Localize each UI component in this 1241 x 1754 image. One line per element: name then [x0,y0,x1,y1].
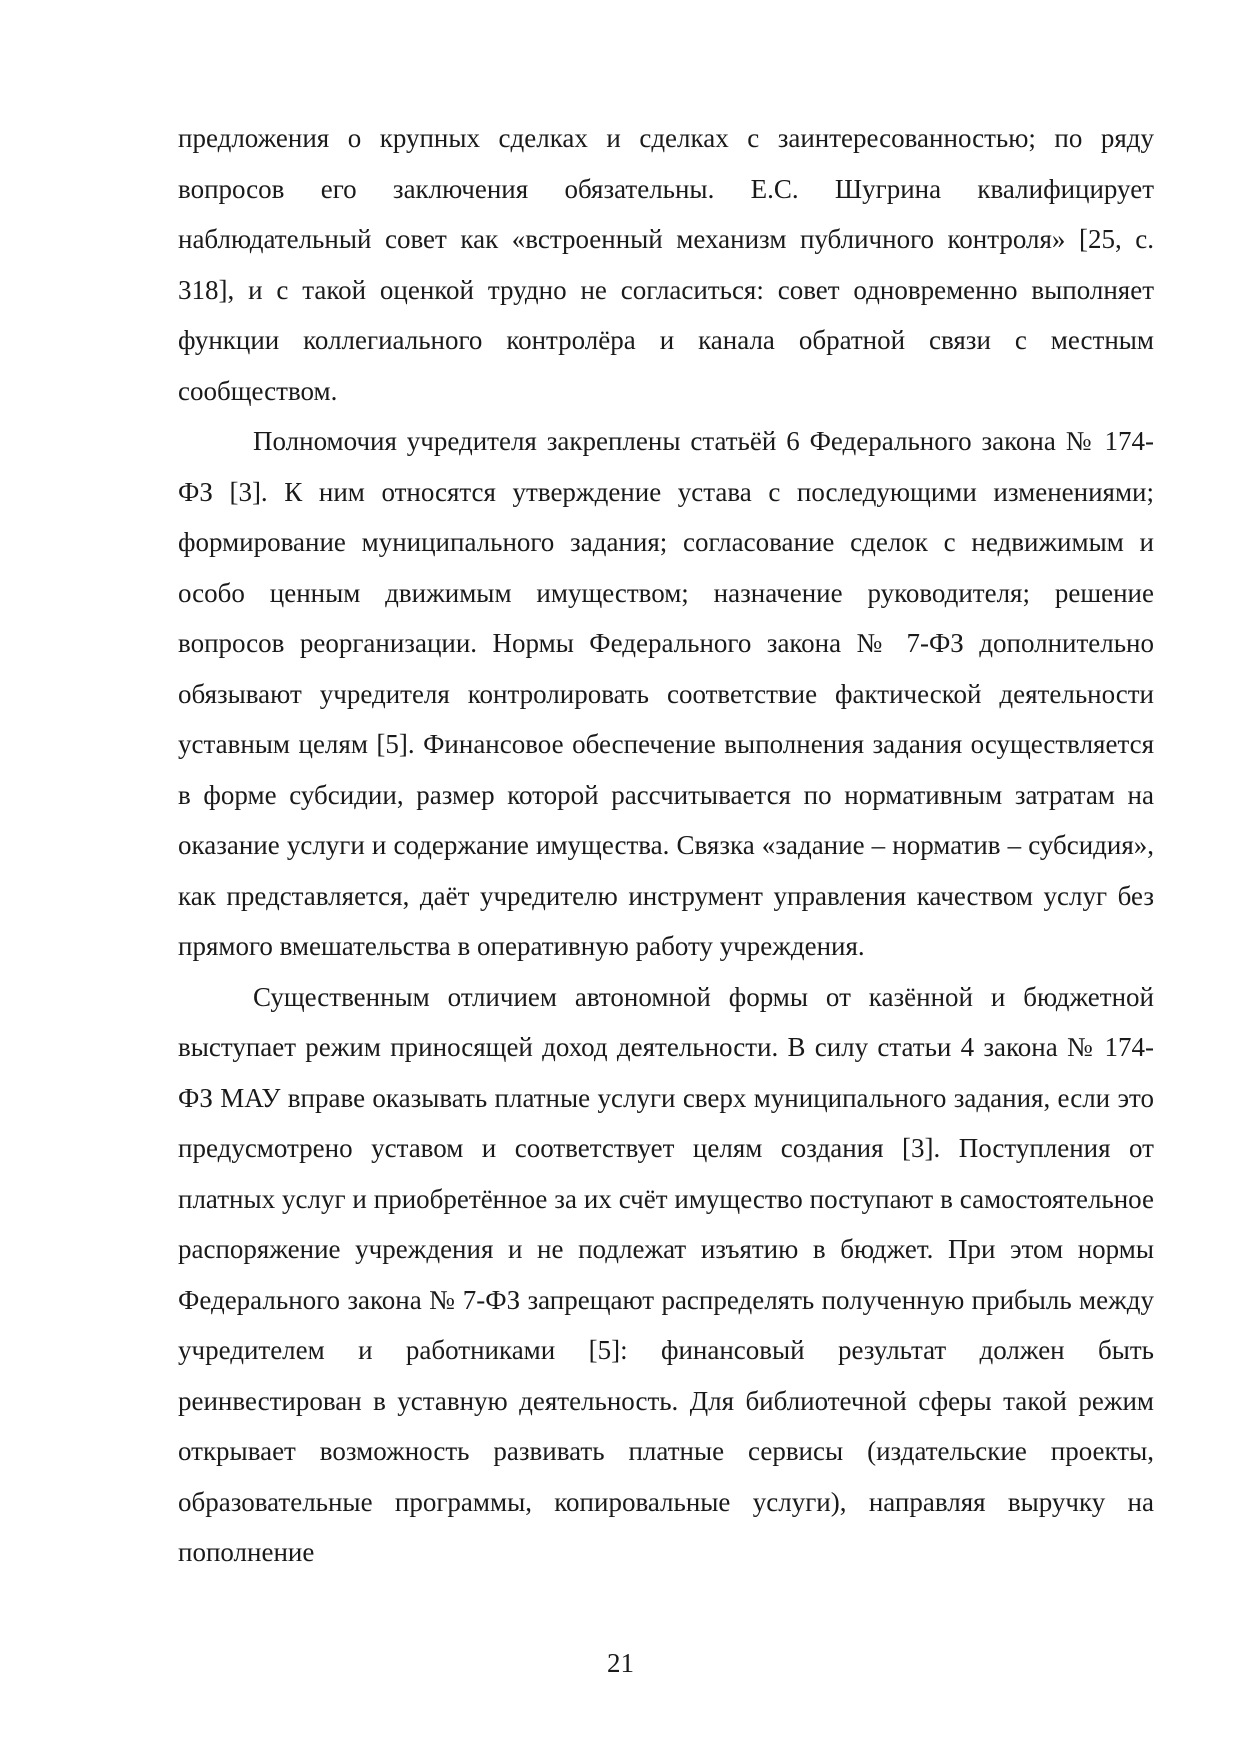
paragraph-income-generating-activity: Существенным отличием автономной формы от казённой и бюджетной выступает режим приносящей доход деятельности. В силу статьи 4 закона № 174-ФЗ МАУ вправе оказывать платные услуги сверх муниципального задания, если это предусмотрено уставом и соответствует целям создания [3]. Поступления от платных услуг и приобретённое за их счёт имущество поступают в самостоятельное распоряжение учреждения и не подлежат изъятию в бюджет. При этом нормы Федерального закона № 7-ФЗ запрещают распределять полученную прибыль между учредителем и работниками [5]: финансовый результат должен быть реинвестирован в уставную деятельность. Для библиотечной сферы такой режим открывает возможность развивать платные сервисы (издательские проекты, образовательные программы, копировальные услуги), направляя выручку на пополнение [178,981,1154,1567]
page-number: 21 [607,1648,634,1678]
paragraph-supervisory-board-continuation: предложения о крупных сделках и сделках с заинтересованностью; по ряду вопросов его заключения обязательны. Е.С. Шугрина квалифицирует наблюдательный совет как «встроенный механизм публичного контроля» [25, с. 318], и с такой оценкой трудно не согласиться: совет одновременно выполняет функции коллегиального контролёра и канала обратной связи с местным сообществом. [178,123,1154,406]
body-text [178,113,1154,1578]
paragraph-founder-powers: Полномочия учредителя закреплены статьёй 6 Федерального закона № 174-ФЗ [3]. К ним относятся утверждение устава с последующими изменениями; формирование муниципального задания; согласование сделок с недвижимым и особо ценным движимым имуществом; назначение руководителя; решение вопросов реорганизации. Нормы Федерального закона № 7-ФЗ дополнительно обязывают учредителя контролировать соответствие фактической деятельности уставным целям [5]. Финансовое обеспечение выполнения задания осуществляется в форме субсидии, размер которой рассчитывается по нормативным затратам на оказание услуги и содержание имущества. Связка «задание – норматив – субсидия», как представляется, даёт учредителю инструмент управления качеством услуг без прямого вмешательства в оперативную работу учреждения. [178,426,1154,961]
